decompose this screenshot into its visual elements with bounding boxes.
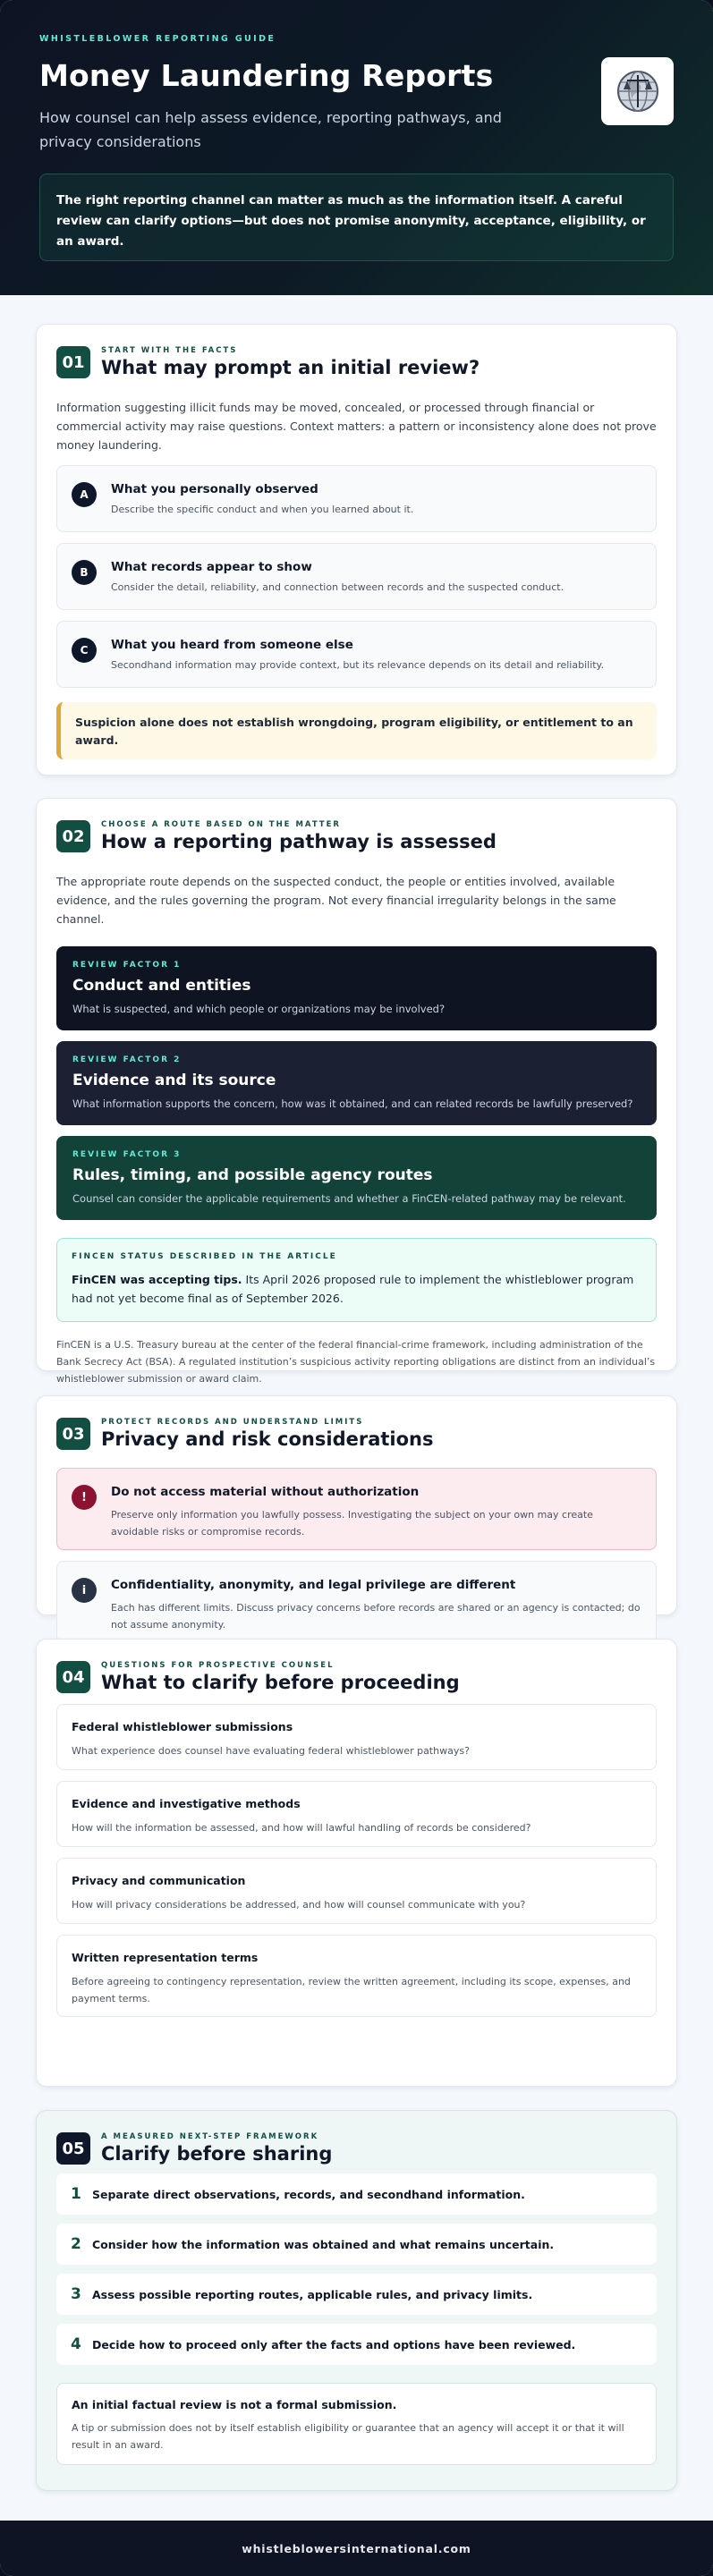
step-text: Assess possible reporting routes, applicable rules, and privacy limits. <box>92 2287 533 2301</box>
fincen-eyebrow: FINCEN STATUS DESCRIBED IN THE ARTICLE <box>72 1252 337 1261</box>
footer <box>0 2521 713 2576</box>
hero-header <box>0 0 713 295</box>
section-counsel-questions <box>36 1639 677 2087</box>
section-number-badge: 05 <box>56 2132 90 2165</box>
item-title: What you personally observed <box>111 482 318 496</box>
question-title: Written representation terms <box>72 1951 259 1964</box>
section-title: What to clarify before proceeding <box>101 1672 460 1693</box>
section-header <box>56 820 657 852</box>
list-item <box>56 621 657 688</box>
section-eyebrow: START WITH THE FACTS <box>101 346 238 355</box>
step-text: Decide how to proceed only after the facts and options have been reviewed. <box>92 2337 576 2351</box>
review-factor-card <box>56 1041 657 1125</box>
factor-eyebrow: REVIEW FACTOR 3 <box>72 1150 182 1159</box>
section-header <box>56 1418 657 1450</box>
fincen-footnote: FinCEN is a U.S. Treasury bureau at the center of the federal financial-crime framework, including administration of the Bank Secrecy Act (BSA). A regulated institution’s suspicious activity reporting obligations are distinct from an individual’s whistleblower submission or award claim. <box>56 1339 656 1385</box>
fincen-text <box>72 1270 641 1308</box>
question-description: Before agreeing to contingency representation, review the written agreement, including its scope, expenses, and payment terms. <box>72 1976 631 2004</box>
section-header <box>56 1661 657 1693</box>
globe-scales-icon <box>613 66 663 116</box>
factor-title: Rules, timing, and possible agency routes <box>72 1166 433 1184</box>
question-description: How will the information be assessed, and how will lawful handling of records be considered? <box>72 1822 531 1834</box>
item-description: Consider the detail, reliability, and connection between records and the suspected conduct. <box>111 581 564 593</box>
section-title: Clarify before sharing <box>101 2143 333 2165</box>
section-eyebrow: QUESTIONS FOR PROSPECTIVE COUNSEL <box>101 1661 335 1670</box>
question-card <box>56 1704 657 1770</box>
step-note-title: An initial factual review is not a formal submission. <box>72 2398 397 2411</box>
fincen-status-callout <box>56 1238 657 1322</box>
risk-title: Do not access material without authorization <box>111 1485 420 1499</box>
section-next-steps <box>36 2110 677 2491</box>
question-title: Privacy and communication <box>72 1874 246 1887</box>
factor-description: What is suspected, and which people or organizations may be involved? <box>72 1003 446 1015</box>
section-title: Privacy and risk considerations <box>101 1428 434 1450</box>
step-item <box>56 2174 657 2215</box>
question-title: Federal whistleblower submissions <box>72 1720 293 1733</box>
section-reporting-pathway <box>36 798 677 1385</box>
section-eyebrow: CHOOSE A ROUTE BASED ON THE MATTER <box>101 820 341 829</box>
logo <box>601 57 674 125</box>
hero-eyebrow: WHISTLEBLOWER REPORTING GUIDE <box>39 34 276 44</box>
info-card <box>56 1561 657 1643</box>
item-letter-badge: C <box>72 638 97 663</box>
info-icon: i <box>72 1578 97 1603</box>
section-eyebrow: PROTECT RECORDS AND UNDERSTAND LIMITS <box>101 1418 364 1427</box>
item-title: What you heard from someone else <box>111 638 353 652</box>
fincen-bold-lead: FinCEN was accepting tips. <box>72 1273 242 1286</box>
risk-description: Preserve only information you lawfully possess. Investigating the subject on your own may create avoidable risks or compromise records. <box>111 1509 593 1538</box>
question-card <box>56 1858 657 1924</box>
step-number: 3 <box>71 2285 81 2303</box>
section-title: What may prompt an initial review? <box>101 357 480 378</box>
page-title: Money Laundering Reports <box>39 58 494 93</box>
hero-subtitle: How counsel can help assess evidence, reporting pathways, and privacy considerations <box>39 109 502 150</box>
caution-callout: Suspicion alone does not establish wrongdoing, program eligibility, or entitlement to an award. <box>56 702 657 759</box>
list-item <box>56 465 657 532</box>
hero-note: The right reporting channel can matter as much as the information itself. A careful review can clarify options—but does not promise anonymity, acceptance, eligibility, or an award. <box>39 174 674 261</box>
step-text: Consider how the information was obtained and what remains uncertain. <box>92 2237 555 2251</box>
risk-warning-card <box>56 1468 657 1550</box>
item-title: What records appear to show <box>111 560 312 574</box>
section-header <box>56 2132 657 2165</box>
step-item <box>56 2324 657 2365</box>
section-intro: The appropriate route depends on the suspected conduct, the people or entities involved, available evidence, and the rules governing the program. Not every financial irregularity belongs in the same channel. <box>56 875 616 926</box>
question-title: Evidence and investigative methods <box>72 1797 301 1810</box>
fincen-body: Its April 2026 proposed rule to implement the whistleblower program had not yet become final as of September 2026. <box>72 1273 634 1305</box>
question-card <box>56 1781 657 1847</box>
section-number-badge: 03 <box>56 1418 90 1450</box>
step-number: 4 <box>71 2335 81 2353</box>
step-note <box>56 2383 657 2465</box>
footer-site-link[interactable]: whistleblowersinternational.com <box>242 2541 471 2555</box>
factor-title: Conduct and entities <box>72 977 251 995</box>
section-number-badge: 04 <box>56 1661 90 1693</box>
question-description: What experience does counsel have evaluating federal whistleblower pathways? <box>72 1745 470 1757</box>
question-card <box>56 1935 657 2017</box>
step-item <box>56 2224 657 2265</box>
section-initial-review <box>36 324 677 775</box>
section-number-badge: 02 <box>56 820 90 852</box>
item-letter-badge: B <box>72 560 97 585</box>
item-description: Describe the specific conduct and when you learned about it. <box>111 504 414 515</box>
step-number: 2 <box>71 2235 81 2253</box>
step-text: Separate direct observations, records, and secondhand information. <box>92 2187 525 2201</box>
factor-eyebrow: REVIEW FACTOR 2 <box>72 1055 182 1064</box>
section-header <box>56 346 657 378</box>
section-privacy-risk <box>36 1395 677 1631</box>
section-title: How a reporting pathway is assessed <box>101 831 497 852</box>
step-note-description: A tip or submission does not by itself establish eligibility or guarantee that an agency will accept it or that it will result in an award. <box>72 2422 624 2451</box>
review-factor-card <box>56 1136 657 1220</box>
item-description: Secondhand information may provide context, but its relevance depends on its detail and reliability. <box>111 659 604 671</box>
review-factor-card <box>56 946 657 1030</box>
list-item <box>56 543 657 610</box>
factor-description: Counsel can consider the applicable requirements and whether a FinCEN-related pathway may be relevant. <box>72 1192 626 1205</box>
factor-eyebrow: REVIEW FACTOR 1 <box>72 961 182 970</box>
question-description: How will privacy considerations be addressed, and how will counsel communicate with you? <box>72 1899 526 1911</box>
section-number-badge: 01 <box>56 346 90 378</box>
factor-title: Evidence and its source <box>72 1072 276 1089</box>
section-intro: Information suggesting illicit funds may be moved, concealed, or processed through financial or commercial activity may raise questions. Context matters: a pattern or inconsistency alone does not prove money laundering. <box>56 401 657 452</box>
info-title: Confidentiality, anonymity, and legal privilege are different <box>111 1578 516 1592</box>
item-letter-badge: A <box>72 482 97 507</box>
section-eyebrow: A MEASURED NEXT-STEP FRAMEWORK <box>101 2132 319 2141</box>
info-description: Each has different limits. Discuss privacy concerns before records are shared or an agency is contacted; do not assume anonymity. <box>111 1602 641 1631</box>
factor-description: What information supports the concern, how was it obtained, and can related records be lawfully preserved? <box>72 1097 633 1110</box>
step-number: 1 <box>71 2185 81 2203</box>
step-item <box>56 2274 657 2315</box>
warning-icon: ! <box>72 1485 97 1510</box>
